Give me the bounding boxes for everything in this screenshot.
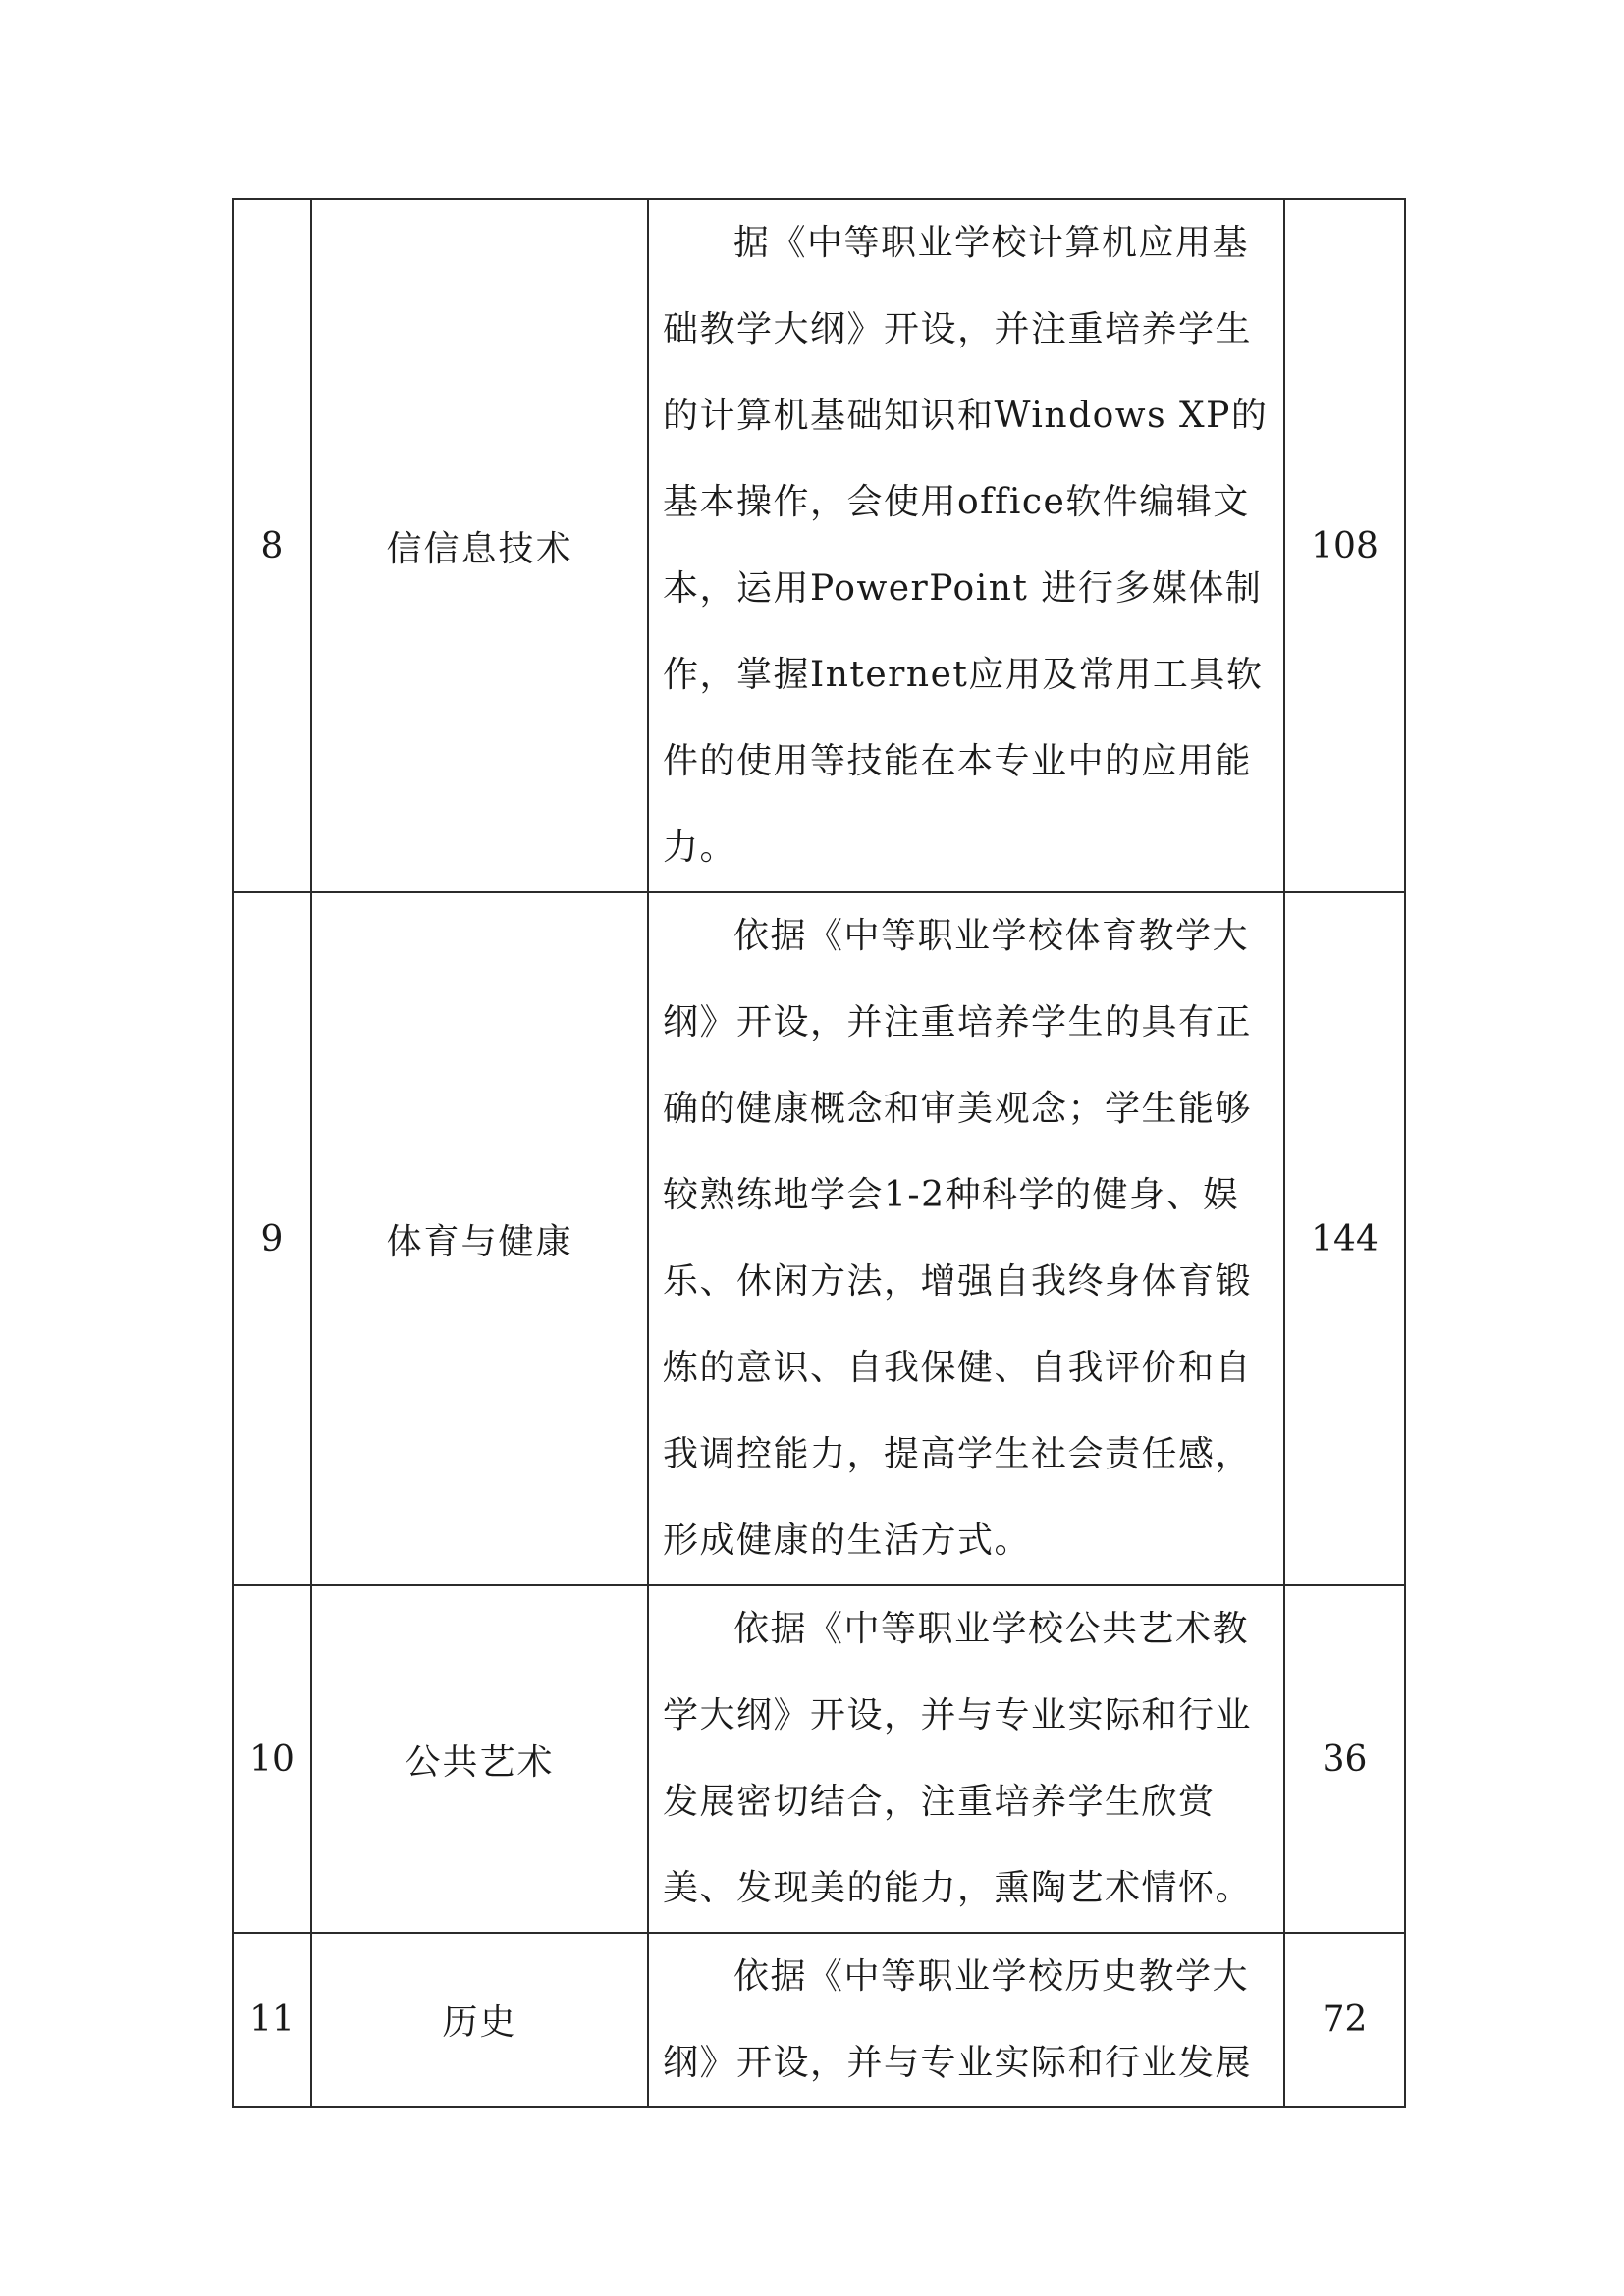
course-name: 历史 bbox=[442, 2002, 517, 2043]
course-hours: 36 bbox=[1322, 1738, 1368, 1780]
course-name: 信信息技术 bbox=[386, 528, 573, 569]
description-clip bbox=[663, 1934, 1270, 2106]
course-description-cell bbox=[648, 1933, 1284, 2107]
course-name-cell bbox=[311, 199, 648, 892]
course-number: 11 bbox=[249, 2000, 295, 2040]
course-name: 体育与健康 bbox=[386, 1221, 573, 1262]
course-hours: 72 bbox=[1322, 2000, 1368, 2040]
course-description: 依据《中等职业学校历史教学大纲》开设，并与专业实际和行业发展 bbox=[663, 1956, 1253, 2083]
table-row bbox=[233, 892, 1405, 1585]
course-number-cell bbox=[233, 199, 311, 892]
course-description: 依据《中等职业学校公共艺术教学大纲》开设，并与专业实际和行业发展密切结合，注重培养学生欣赏美、发现美的能力，熏陶艺术情怀。 bbox=[663, 1609, 1253, 1908]
course-number-cell bbox=[233, 1933, 311, 2107]
course-name-cell bbox=[311, 1585, 648, 1933]
course-number-cell bbox=[233, 1585, 311, 1933]
course-description: 据《中等职业学校计算机应用基础教学大纲》开设，并注重培养学生的计算机基础知识和Windows XP的基本操作，会使用office软件编辑文本，运用PowerPoint 进行多媒体制作，掌握Internet应用及常用工具软件的使用等技能在本专业中的应用能力。 bbox=[663, 223, 1269, 868]
course-table bbox=[232, 198, 1406, 2108]
course-hours: 108 bbox=[1311, 525, 1379, 566]
course-number: 9 bbox=[260, 1218, 284, 1259]
course-number: 8 bbox=[260, 525, 284, 566]
course-hours: 144 bbox=[1311, 1218, 1379, 1259]
table-row bbox=[233, 1933, 1405, 2107]
course-hours-cell bbox=[1284, 199, 1405, 892]
course-number: 10 bbox=[249, 1738, 295, 1780]
table-row bbox=[233, 199, 1405, 892]
table-row bbox=[233, 1585, 1405, 1933]
course-hours-cell bbox=[1284, 1585, 1405, 1933]
course-description-cell bbox=[648, 892, 1284, 1585]
course-hours-cell bbox=[1284, 1933, 1405, 2107]
course-hours-cell bbox=[1284, 892, 1405, 1585]
course-name-cell bbox=[311, 892, 648, 1585]
course-name-cell bbox=[311, 1933, 648, 2107]
course-description-cell bbox=[648, 1585, 1284, 1933]
course-description: 依据《中等职业学校体育教学大纲》开设，并注重培养学生的具有正确的健康概念和审美观念；学生能够较熟练地学会1-2种科学的健身、娱乐、休闲方法，增强自我终身体育锻炼的意识、自我保健、自我评价和自我调控能力，提高学生社会责任感，形成健康的生活方式。 bbox=[663, 916, 1253, 1561]
course-number-cell bbox=[233, 892, 311, 1585]
course-name: 公共艺术 bbox=[405, 1741, 555, 1783]
course-description-cell bbox=[648, 199, 1284, 892]
